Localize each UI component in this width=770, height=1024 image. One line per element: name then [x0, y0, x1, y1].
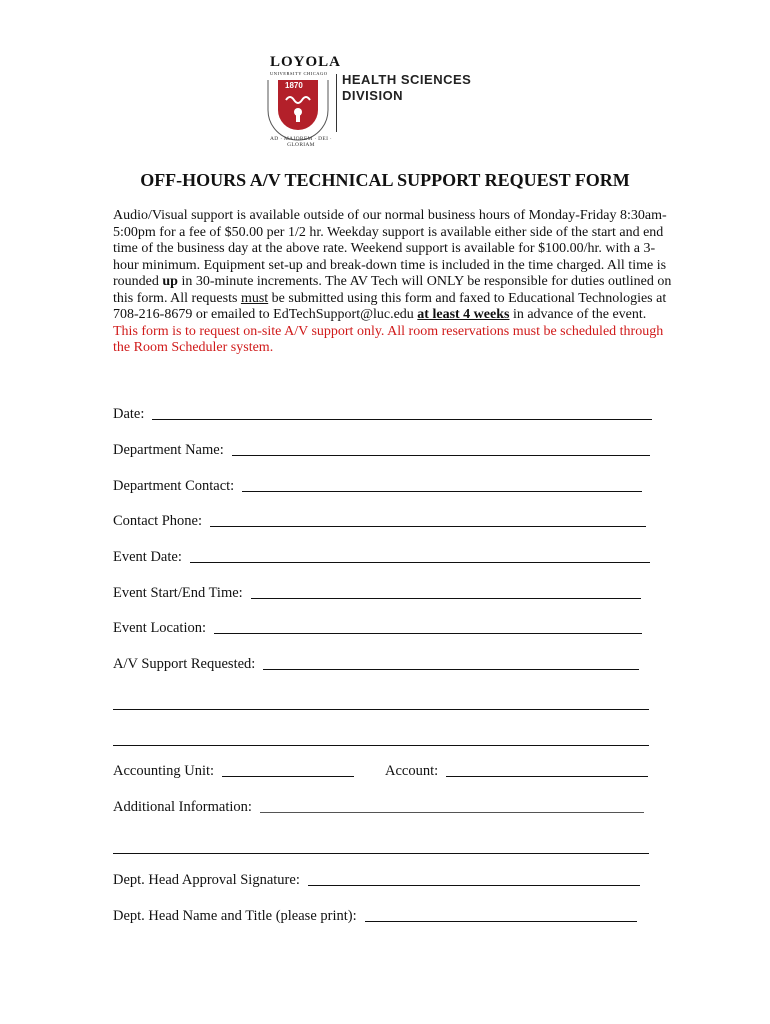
event-time-field[interactable] — [113, 585, 641, 602]
onsite-notice: This form is to request on-site A/V support only. All room reservations must be scheduled through the Room Scheduler system. — [113, 323, 664, 355]
account-line[interactable] — [446, 775, 648, 777]
additional-info-label: Additional Information: — [113, 799, 252, 815]
university-subtitle: UNIVERSITY CHICAGO — [270, 71, 328, 76]
department-name-field[interactable] — [113, 442, 650, 459]
department-contact-field[interactable] — [113, 478, 642, 495]
event-location-line[interactable] — [214, 632, 642, 634]
event-location-field[interactable] — [113, 620, 642, 637]
seal-icon — [262, 52, 338, 142]
contact-phone-label: Contact Phone: — [113, 513, 203, 529]
department-name-line[interactable] — [232, 454, 650, 456]
intro-part-c: be submitted using this form and faxed to Educational Technologies at 708-216-8679 or emailed to EdTechSupport@luc.edu — [113, 290, 667, 322]
department-contact-line[interactable] — [242, 490, 642, 492]
department-name-label: Department Name: — [113, 442, 224, 458]
contact-phone-field[interactable] — [113, 513, 646, 530]
intro-part-d: in advance of the event. — [509, 307, 647, 322]
logo-divider — [336, 74, 337, 132]
av-support-label: A/V Support Requested: — [113, 656, 256, 672]
head-name-title-label: Dept. Head Name and Title (please print): — [113, 908, 357, 924]
head-name-title-field[interactable] — [113, 908, 637, 925]
event-date-label: Event Date: — [113, 549, 182, 565]
date-label: Date: — [113, 406, 145, 422]
head-name-title-line[interactable] — [365, 920, 637, 922]
intro-must: must — [240, 290, 269, 306]
intro-paragraph — [113, 208, 673, 324]
date-line[interactable] — [152, 418, 652, 420]
contact-phone-line[interactable] — [210, 525, 646, 527]
approval-signature-field[interactable] — [113, 872, 640, 889]
event-date-field[interactable] — [113, 549, 650, 566]
approval-signature-line[interactable] — [308, 884, 640, 886]
additional-info-line[interactable] — [260, 811, 644, 813]
intro-text — [113, 208, 673, 357]
form-title: OFF-HOURS A/V TECHNICAL SUPPORT REQUEST FORM — [140, 170, 630, 190]
seal-motto: AD · MAIOREM · DEI · GLORIAM — [269, 136, 333, 148]
date-field[interactable] — [113, 406, 652, 423]
event-date-line[interactable] — [190, 561, 650, 563]
intro-four-weeks: at least 4 weeks — [417, 307, 510, 322]
event-time-line[interactable] — [251, 597, 641, 599]
additional-info-field[interactable] — [113, 799, 644, 816]
approval-signature-label: Dept. Head Approval Signature: — [113, 872, 300, 888]
department-contact-label: Department Contact: — [113, 478, 235, 494]
av-support-field[interactable] — [113, 656, 639, 673]
av-support-line[interactable] — [263, 668, 639, 670]
event-time-label: Event Start/End Time: — [113, 585, 243, 601]
intro-part-b: in 30-minute increments. The AV Tech will ONLY be responsible for duties outlined on this form. All requests — [113, 274, 672, 306]
accounting-unit-label: Accounting Unit: — [113, 763, 215, 779]
division-line-2: DIVISION — [342, 88, 404, 103]
division-name — [342, 72, 471, 104]
account-label: Account: — [385, 763, 439, 779]
av-support-extra-line-1[interactable] — [113, 709, 649, 710]
university-name: LOYOLA — [270, 54, 342, 70]
seal-year: 1870 — [285, 81, 303, 90]
account-field[interactable] — [385, 763, 648, 780]
accounting-unit-field[interactable] — [113, 763, 354, 780]
event-location-label: Event Location: — [113, 620, 207, 636]
intro-part-a: Audio/Visual support is available outside of our normal business hours of Monday-Friday 8:30am-5:00pm for a fee of $50.00 per 1/2 hr. Weekday support is available either side of the start and end time of the business day at the above rate. Weekend support is available for $100.00/hr. with a 3-hour minimum. Equipment set-up and break-down time is included in the time charged. All time is rounded — [113, 208, 667, 289]
accounting-unit-line[interactable] — [222, 775, 354, 777]
av-support-extra-line-2[interactable] — [113, 745, 649, 746]
intro-bold-up: up — [162, 274, 178, 289]
division-line-1: HEALTH SCIENCES — [342, 72, 472, 87]
loyola-logo — [262, 52, 502, 148]
additional-info-extra-line[interactable] — [113, 853, 649, 854]
